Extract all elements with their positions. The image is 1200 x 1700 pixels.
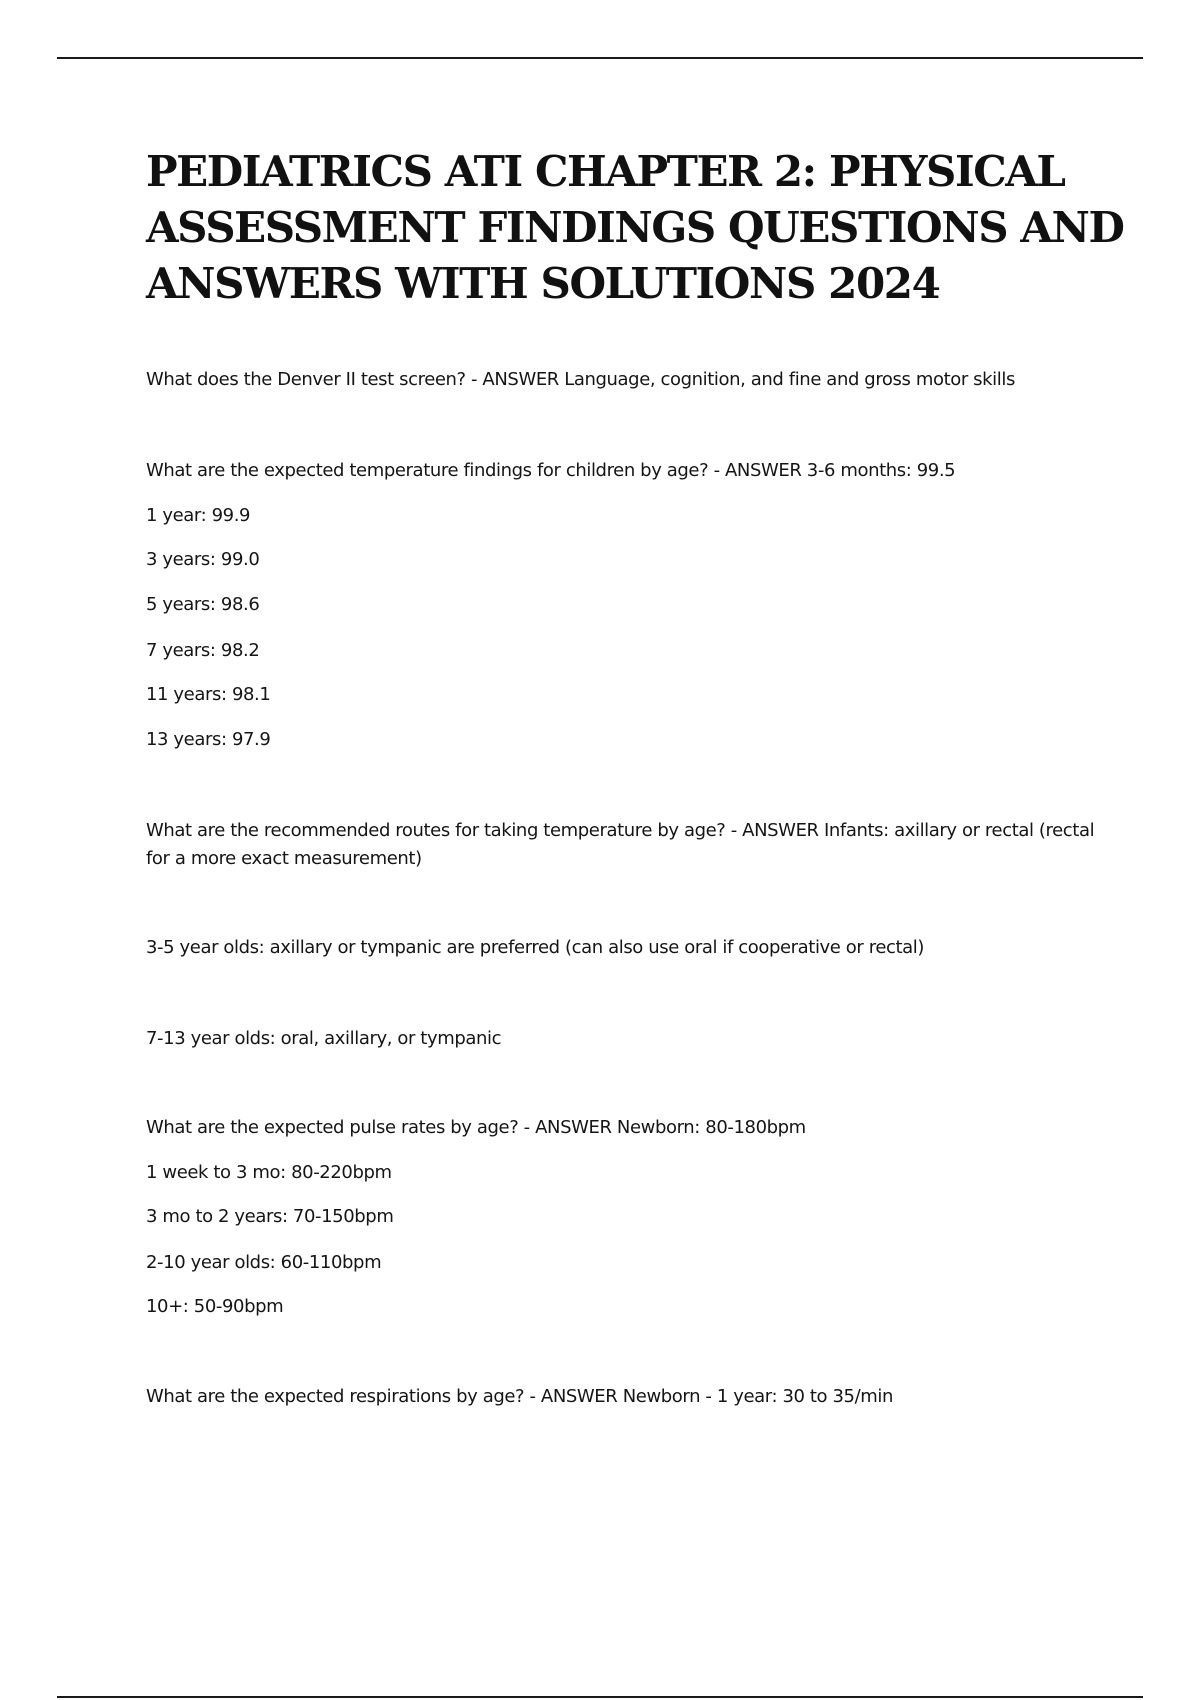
temperature-item: 11 years: 98.1 xyxy=(146,684,271,705)
pulse-item: 2-10 year olds: 60-110bpm xyxy=(146,1252,382,1273)
pulse-item: 10+: 50-90bpm xyxy=(146,1296,284,1317)
pulse-item: 3 mo to 2 years: 70-150bpm xyxy=(146,1206,394,1227)
qa-pulse-question: What are the expected pulse rates by age? - ANSWER Newborn: 80-180bpm xyxy=(146,1117,806,1138)
header-rule xyxy=(57,57,1143,59)
temperature-item: 5 years: 98.6 xyxy=(146,594,260,615)
temperature-item: 3 years: 99.0 xyxy=(146,549,260,570)
temperature-item: 13 years: 97.9 xyxy=(146,729,271,750)
temperature-route-item: 3-5 year olds: axillary or tympanic are preferred (can also use oral if cooperative or rectal) xyxy=(146,937,925,958)
pulse-item: 1 week to 3 mo: 80-220bpm xyxy=(146,1162,392,1183)
footer-rule xyxy=(57,1696,1143,1698)
temperature-route-item: 7-13 year olds: oral, axillary, or tympanic xyxy=(146,1028,502,1049)
temperature-item: 1 year: 99.9 xyxy=(146,505,251,526)
temperature-item: 7 years: 98.2 xyxy=(146,640,260,661)
qa-temperature-question: What are the expected temperature findings for children by age? - ANSWER 3-6 months: 99.5 xyxy=(146,460,956,481)
qa-temperature-routes-question: What are the recommended routes for taking temperature by age? - ANSWER Infants: axillary or rectal (rectal for a more exact measurement) xyxy=(146,820,1095,869)
qa-denver-question: What does the Denver II test screen? - ANSWER Language, cognition, and fine and gross motor skills xyxy=(146,369,1015,390)
document-title: PEDIATRICS ATI CHAPTER 2: PHYSICAL ASSESSMENT FINDINGS QUESTIONS AND ANSWERS WITH SOLUTIONS 2024 xyxy=(146,147,1124,308)
qa-respirations-question: What are the expected respirations by age? - ANSWER Newborn - 1 year: 30 to 35/min xyxy=(146,1386,893,1407)
